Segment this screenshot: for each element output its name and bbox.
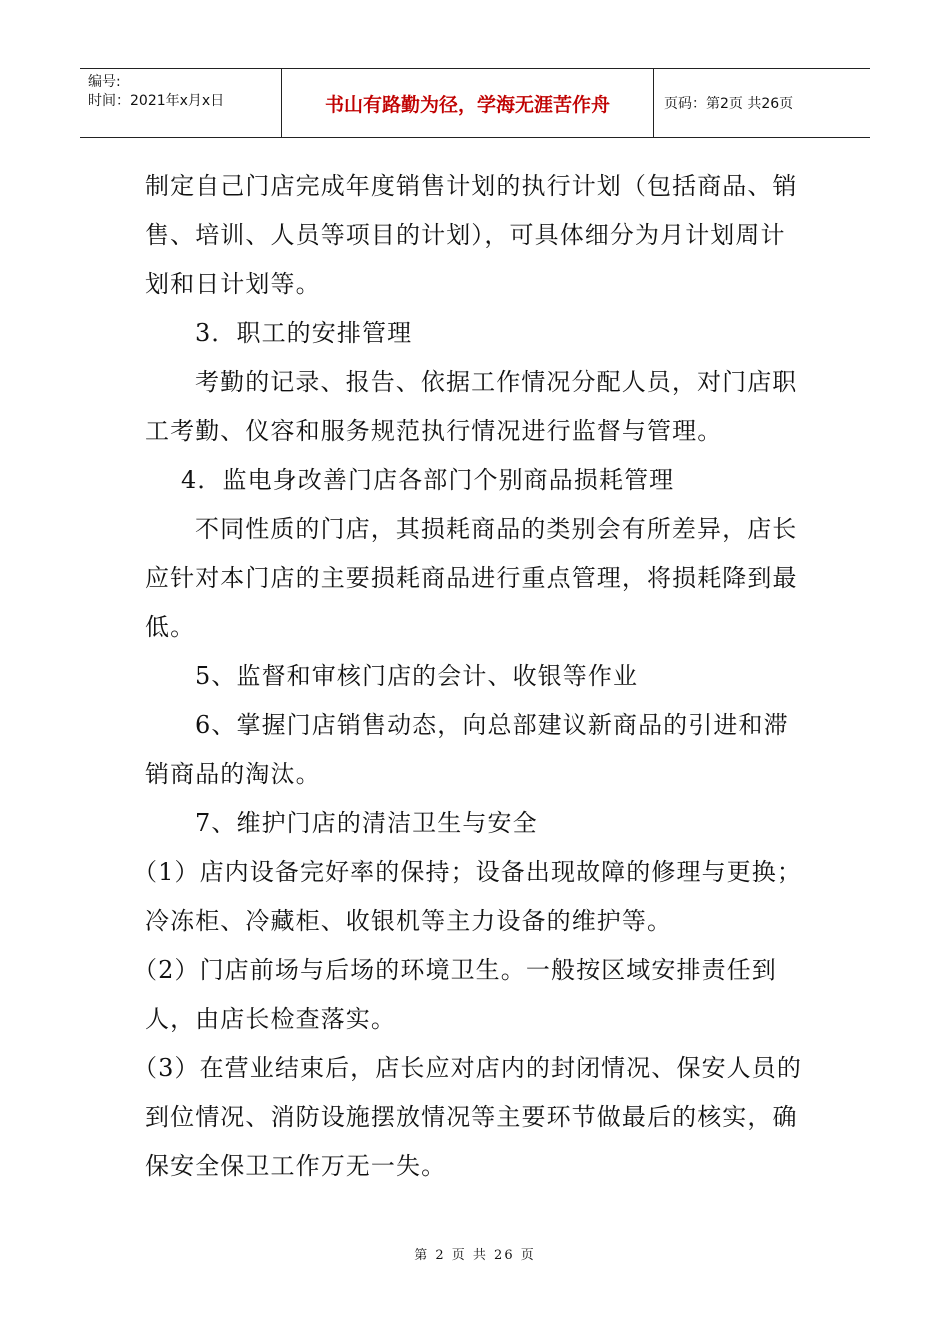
document-number-label: 编号: — [88, 74, 121, 90]
paragraph-equipment: （1）店内设备完好率的保持；设备出现故障的修理与更换；冷冻柜、冷藏柜、收银机等主力设备的维护等。 — [133, 858, 802, 935]
paragraph-loss: 不同性质的门店，其损耗商品的类别会有所差异，店长应针对本门店的主要损耗商品进行重点管理，将损耗降到最低。 — [145, 515, 798, 641]
header-page-info: 页码：第2页 共26页 — [664, 96, 794, 112]
header-motto: 书山有路勤为径，学海无涯苦作舟 — [282, 69, 654, 137]
paragraph-environment: （2）门店前场与后场的环境卫生。一般按区域安排责任到人，由店长检查落实。 — [133, 956, 777, 1033]
paragraph-plan-continuation: 制定自己门店完成年度销售计划的执行计划（包括商品、销售、培训、人员等项目的计划），可具体细分为月计划周计划和日计划等。 — [145, 172, 798, 298]
paragraph-closing-check: （3）在营业结束后，店长应对店内的封闭情况、保安人员的到位情况、消防设施摆放情况等主要环节做最后的核实，确保安全保卫工作万无一失。 — [133, 1054, 802, 1180]
page-footer: 第 2 页 共 26 页 — [414, 1248, 536, 1263]
heading-cleanliness-safety: 7、维护门店的清洁卫生与安全 — [195, 809, 538, 837]
page-header — [80, 68, 870, 138]
paragraph-sales-dynamics: 6、掌握门店销售动态，向总部建议新商品的引进和滞销商品的淘汰。 — [145, 711, 789, 788]
heading-loss-management: 4．监电身改善门店各部门个别商品损耗管理 — [181, 466, 675, 494]
heading-staff-management: 3．职工的安排管理 — [195, 319, 413, 347]
document-body — [133, 162, 807, 1191]
heading-accounting-supervision: 5、监督和审核门店的会计、收银等作业 — [195, 662, 639, 690]
document-time-label: 时间：2021年x月x日 — [88, 93, 225, 109]
paragraph-attendance: 考勤的记录、报告、依据工作情况分配人员，对门店职工考勤、仪容和服务规范执行情况进行监督与管理。 — [145, 368, 798, 445]
header-meta — [80, 69, 282, 137]
